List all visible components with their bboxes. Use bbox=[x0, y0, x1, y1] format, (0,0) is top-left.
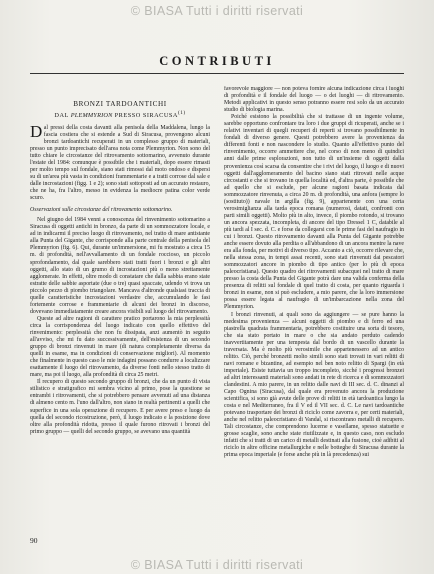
article-subtitle bbox=[30, 109, 210, 120]
watermark-top: © BIASA Tutti i diritti riservati bbox=[130, 4, 304, 18]
right-paragraph-1: favorevole maggiore — non poteva fornire alcuna indicazione circa i luoghi di profondità e il fondale del luogo — o dei luoghi — di ritrovamento. Metodi applicativi in questo senso potranno essere resi solo da un accurato studio di biologia marina. bbox=[224, 86, 404, 114]
intro-paragraph bbox=[30, 122, 210, 203]
article-title: BRONZI TARDOANTICHI bbox=[73, 100, 167, 108]
subtitle-place: PLEMMYRION bbox=[70, 111, 113, 119]
observations-heading: Osservazioni sulle circostanze del ritrovamento sottomarino. bbox=[30, 207, 173, 214]
section-header: CONTRIBUTI bbox=[159, 54, 275, 68]
subtitle-suffix: PRESSO SIRACUSA bbox=[114, 111, 178, 119]
dropcap-letter: D bbox=[30, 122, 43, 142]
right-column bbox=[224, 86, 404, 540]
left-column bbox=[30, 100, 210, 540]
header-rule bbox=[30, 73, 404, 74]
right-paragraph-2: Poiché esistono la possibilità che si trattasse di un ingente volume, sarebbe opportuno confrontare tra loro i due gruppi di ricuperati, anche se i relativi inventari di quegli recuperi di reperti si trovano possibilmente in fondali di diverso genere. Questi potrebbero avere la provenienza da differenti fonti e non nascondere lo studio. Quanto all'effettivo punto del rinvenimento, occorre ammettere che, nel corso di non meno di quindici anni dalle prime esplorazioni, non tutto di un'insieme di oggetti dalla provenienza così scarsa da consentire che i rivi del luogo, il luogo e di nuovi oggetti dall'agglomeramento del bacino siano stati ritrovati nelle acque circostanti e che si trovano in quella località ed, d'altra parte, è possibile che ad quello che si esclude, per alcune ragioni basata indicata dal sommozzatore rinvenuta, a circa 20 m. di profondità, una anfora (sempre lo (sostituto)) navale in argilla (fig. 9), appartenente con una certa verosimiglianza alla tarda epoca romana (numerosi, datati, confronti con parti simili oggetti). Molto più in alto, invece, il piombo rotondo, si trovano un ancora spezzata, incompleta, di ancore del tipo Dressel 1 C, databile al più tardi al I sec. d. C. e forse da collegarsi con le prime fasi del naufragio in cui i bronzi. Questo ritrovamento davanti alla Punta del Gigante potrebbe anche essere dovuto alla perdita o all'abbandono di un ancora mentre la nave era alla fonda, per motivi di diverso tipo. Accanto a ciò, occorre rilevare che, nella stessa zona, in tempi assai recenti, sono stati rinvenuti dai pescatori sommozzatori ancore in piombo di tipo antico (per lo più di epoca paleocristiana). Questo quadro dei ritrovamenti subacquei nel tratto di mare presso la costa della Punta del Gigante potrà dare una valida conferma della presenza di relitti sul fondale di quel tratto di costa, per quanto riguarda i bronzi in esame, non si può escludere, a mio parere, che la loro immersione possa essere legata al naufragio di un'imbarcazione nella zona del Plemmyrion. bbox=[224, 114, 404, 311]
intro-text: al pressi della costa davanti alla penisola della Maddalena, lungo la fascia costiera che si estende a Sud di Siracusa, provengono alcuni bronzi tardoantichi recuperati in un complesso gruppo di materiali, presso un punto imprecisato dell'area nota come Plemmyrion. Non sono del tutto chiare le circostanze del ritrovamento sottomarino, avvenuto durante l'estate del 1984: comunque è possibile che i materiali, dopo essere rimasti per molto tempo sul fondale, siano stati rimossi dal moto ondoso e dispersi su di un'area più vasta in condizioni frammentarie e a tratti corrose dal sale e dalle incrostazioni (figg. 1 e 2); sono stati sottoposti ad un accurato restauro, che ne ha, fra l'altro, messo in evidenza la mediocre patina color verde scuro. bbox=[30, 124, 210, 202]
left-paragraph-3: Il recupero di questo secondo gruppo di bronzi, che da un punto di vista stilistico e stratigrafico mi sembra vicino al primo, pose la questione se entrambi i ritrovamenti, che si potrebbero pensare avvenuti ad una distanza di almeno cento m. l'uno dall'altro, non siano in realtà pertinenti a quelli che superfice in una sola operazione di recupero. E per avere preso e luogo da quella del secondo ricostruzione, però, il luogo indicato e la posizione dove oltre alla profondità ridotta, presso il quale furono ritrovati i bronzi del primo gruppo — quelli del secondo gruppo, se avevano una quantità bbox=[30, 379, 210, 435]
subtitle-note: (1) bbox=[177, 109, 186, 116]
right-paragraph-3: I bronzi rinvenuti, ai quali sono da aggiungere — se pure hanno la medesima provenienza — alcuni oggetti di piombo e di ferro ed una piastrella quadrata frammentaria, potrebbero costituire una sorta di tesoro, che sia stato portato in mare o che sia andato perduto cadendo inavvertitamente per una tempesta dal bordo di un vascello durante la traversata. Ma è molto più verosimile che appartenessero ad un antico relitto. Ciò, perché bronzetti molto simili sono stati trovati in vari relitti di navi romane e bizantine, ad esempio nel ben noto relitto di Spargi (in età imperiale). Esiste tuttavia un troppo incompleto, sicché i progressi bronzei ad altri interessanti materiali sono andati in rete di ricerca e di sommozzatori clandestini. A mio parere, in un relitto dalle navi di III sec. d. C. dinanzi al Capo Ognina (Siracusa), dal quale era provenuto ancora la produzione scientifica, si sono già avute delle prove di relitti in età tardoantica lungo la costa e nel Mediterraneo, fra il V ed il VII sec. d. C. Le navi tardoantiche potevano trasportare dei bronzi di riciclo come zavorra e, per certi materiali, anche nel relitto paleocristiano di Vandal, si riscontrano metalli di recupero. Tali circostanze, che comprendono lucerne e vasellame, spesso statuette e grosse scaglie, sono anche state riutilizzate e, in questo caso, non escludo infatti che si tratti di un carico di metalli destinati alla fusione, cioè adibiti al riciclo in altre officine metallurgiche e nelle botteghe di Siracusa durante la prima epoca imperiale (e forse anche più in là precedenza) sui bbox=[224, 311, 404, 459]
subtitle-prefix: DAL bbox=[54, 111, 69, 119]
left-paragraph-1: Nel giugno del 1984 venni a conoscenza del rinvenimento sottomarino a Siracusa di oggetti antichi in bronzo, da parte di un sommozzatore locale, e ad in indicarmi il preciso luogo di ritrovamento, nel tratto di mare antistante alla Punta del Gigante, che corrisponde alla parte centrale della penisola del Plemmyrion (fig. 6). Qui, durante un'immersione, mi fu mostrato a circa 15 m. di profondità, nell'avvallamento di un fondale roccioso, un piccolo sprofondamento, dal quale sarebbero stati tratti fuori i bronzi e gli altri oggetti, allo stato di un grumo di incrostazioni più o meno strettamente agglomerate. In effetti, oltre modo di constatare che dalla sabbia erano state estratte delle sabbie asportate (due o tre) quasi spaccate, udendo vi trova un piccolo pezzo di piombo triangolare. Mancava d'altronde qualsiasi traccia di quelle caratteristiche incrostazioni verdastre che, accumulando le fasi fortemente corrose e frammentarie di alcuni dei bronzi in discorso, dovevano immediatamente creare ancora visibili sul luogo del ritrovamento. bbox=[30, 217, 210, 315]
page-number: 90 bbox=[30, 536, 38, 545]
watermark-bottom: © BIASA Tutti i diritti riservati bbox=[130, 558, 304, 572]
article-title-block bbox=[30, 100, 210, 120]
left-paragraph-2: Queste ad altre ragioni di carattere pratico portarono la mia perplessità circa la corrispondenza del luogo indicato con quello effettivo del rinvenimento: perplessità che non fu dissipata, anzi aumentò in seguito all'avviso, che mi fu dato successivamente, dell'esistenza di un secondo gruppo di bronzi rinvenuti in mare (di natura completamente diversa da quelli in esame, ma in condizioni di conservazione migliori). Al momento che finalmente in questo caso le mie indagini possano condurre a localizzare esattamente il luogo del ritrovamento, da diverse fonti nello stesso tratto di mare, ma poi il luogo, alla profondità di circa 25 metri. bbox=[30, 315, 210, 379]
